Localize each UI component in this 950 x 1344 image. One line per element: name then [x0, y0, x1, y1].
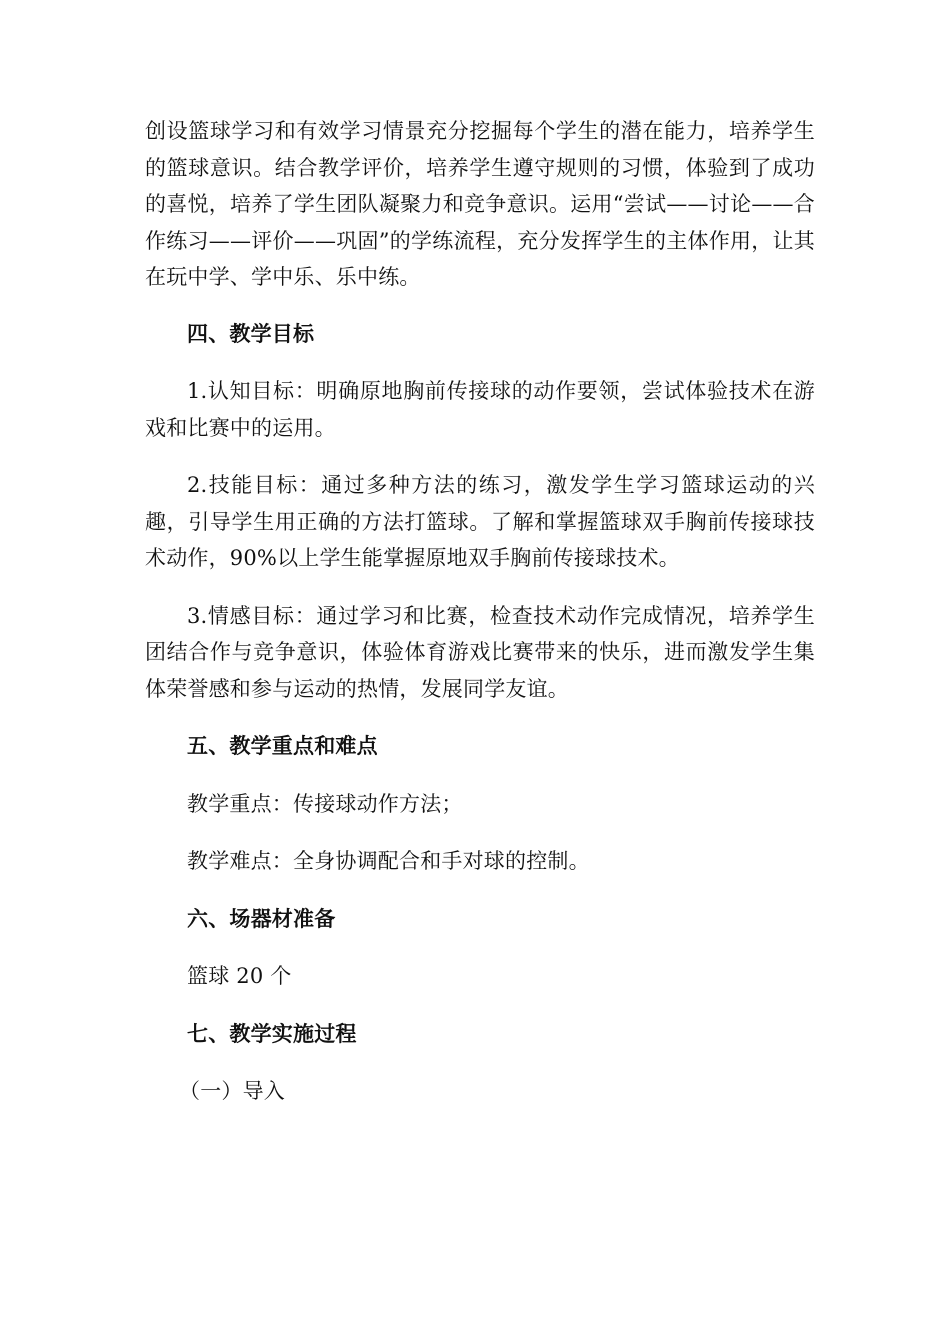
- spacer: [145, 296, 815, 316]
- section-heading-equipment: 六、场器材准备: [187, 905, 336, 931]
- section-heading-teaching-goals: 四、教学目标: [187, 320, 315, 346]
- spacer: [145, 707, 815, 728]
- spacer: [145, 352, 815, 373]
- document-body: [145, 113, 815, 1110]
- spacer: [145, 577, 815, 598]
- spacer: [145, 1052, 815, 1073]
- spacer: [145, 822, 815, 843]
- goal-emotional: 3.情感目标：通过学习和比赛，检查技术动作完成情况，培养学生团结合作与竞争意识，体验体育游戏比赛带来的快乐，进而激发学生集体荣誉感和参与运动的热情，发展同学友谊。: [145, 603, 815, 701]
- spacer: [145, 937, 815, 958]
- subsection-intro: （一）导入: [179, 1079, 285, 1103]
- section-heading-key-points: 五、教学重点和难点: [187, 733, 378, 758]
- goal-cognitive: 1.认知目标：明确原地胸前传接球的动作要领，尝试体验技术在游戏和比赛中的运用。: [145, 379, 815, 440]
- intro-paragraph: 创设篮球学习和有效学习情景充分挖掘每个学生的潜在能力，培养学生的篮球意识。结合教学评价，培养学生遵守规则的习惯，体验到了成功的喜悦，培养了学生团队凝聚力和竞争意识。运用“尝试——讨论——合作练习——评价——巩固”的学练流程，充分发挥学生的主体作用，让其在玩中学、学中乐、乐中练。: [145, 119, 815, 289]
- section-heading-implementation: 七、教学实施过程: [187, 1020, 357, 1046]
- goal-skill: 2.技能目标：通过多种方法的练习，激发学生学习篮球运动的兴趣，引导学生用正确的方法打篮球。了解和掌握篮球双手胸前传接球技术动作，90%以上学生能掌握原地双手胸前传接球技术。: [145, 473, 815, 570]
- equipment-line: 篮球 20 个: [187, 964, 292, 988]
- spacer: [145, 765, 815, 786]
- key-point-line: 教学重点：传接球动作方法；: [187, 791, 463, 816]
- spacer: [145, 446, 815, 467]
- spacer: [145, 995, 815, 1016]
- difficulty-line: 教学难点：全身协调配合和手对球的控制。: [187, 849, 590, 873]
- spacer: [145, 880, 815, 901]
